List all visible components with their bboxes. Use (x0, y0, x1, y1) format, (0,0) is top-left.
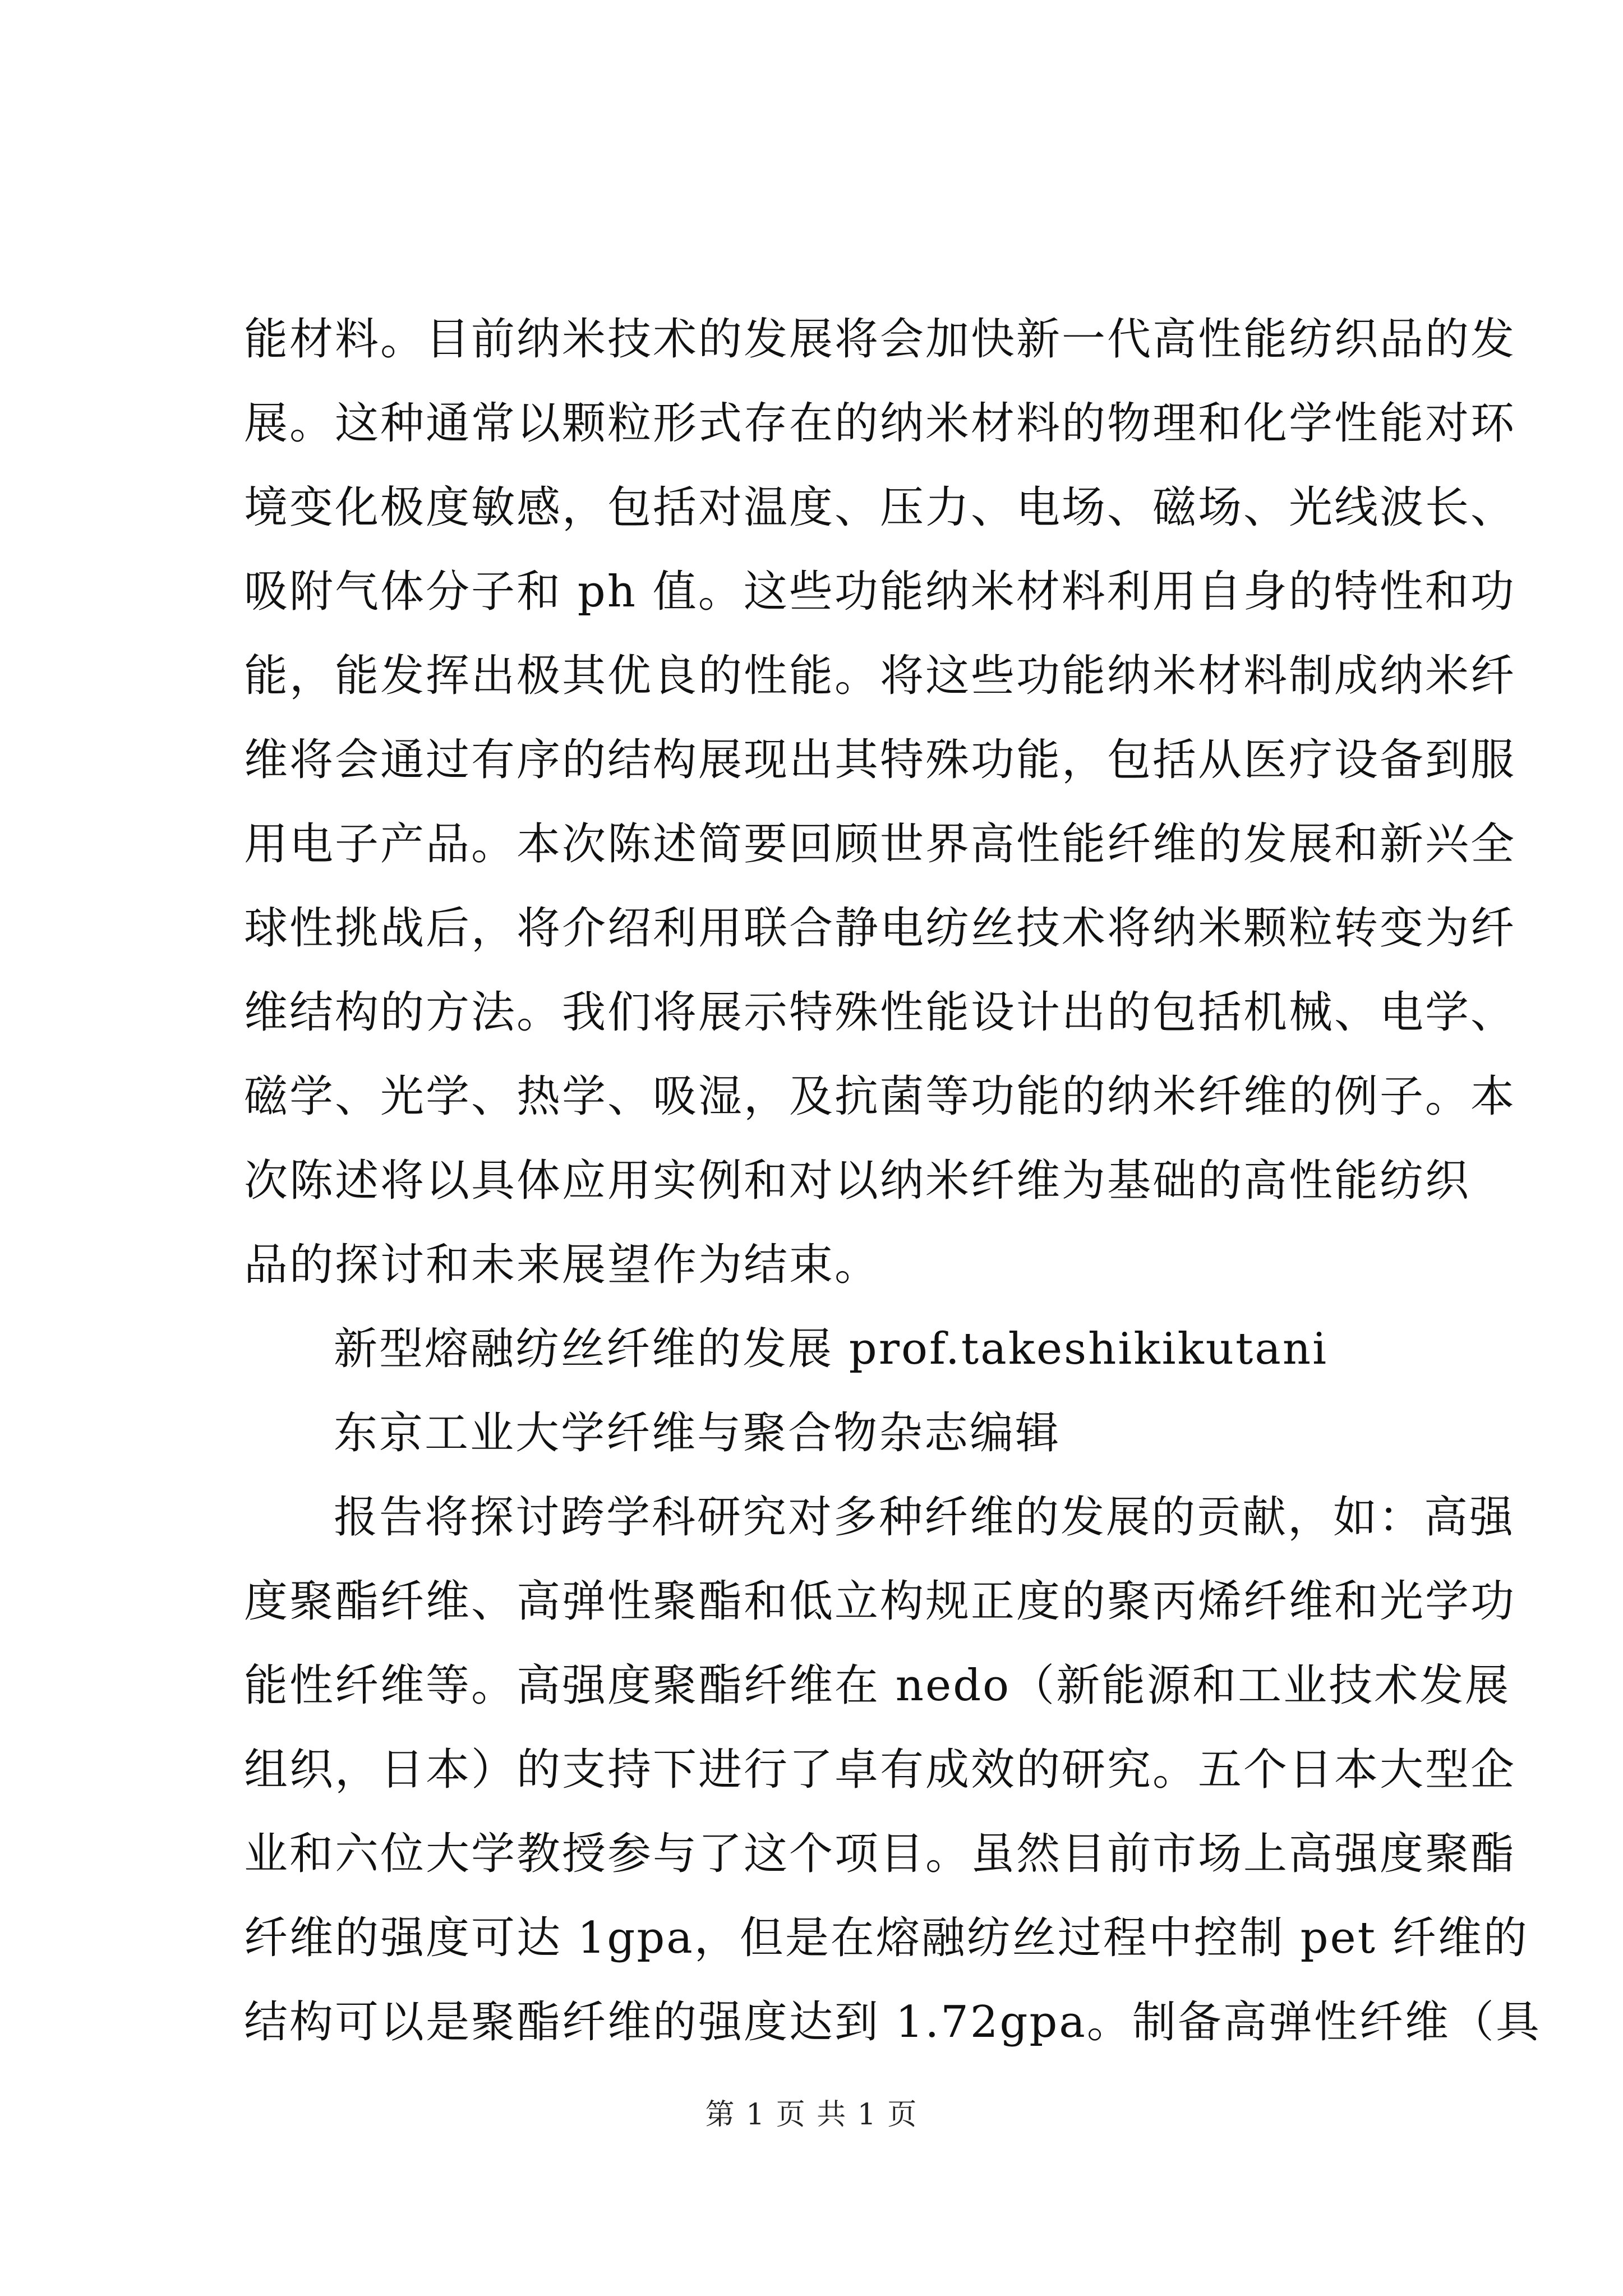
body-line: 次陈述将以具体应用实例和对以纳米纤维为基础的高性能纺织 (244, 1156, 1471, 1206)
body-line: 报告将探讨跨学科研究对多种纤维的发展的贡献，如：高强 (334, 1492, 1515, 1543)
section-title: 新型熔融纺丝纤维的发展 prof.takeshikikutani (334, 1324, 1329, 1374)
body-line: 境变化极度敏感，包括对温度、压力、电场、磁场、光线波长、 (244, 482, 1516, 533)
body-line: 吸附气体分子和 ph 值。这些功能纳米材料利用自身的特性和功 (244, 567, 1516, 617)
body-line: 业和六位大学教授参与了这个项目。虽然目前市场上高强度聚酯 (244, 1829, 1516, 1879)
body-line: 磁学、光学、热学、吸湿，及抗菌等功能的纳米纤维的例子。本 (244, 1071, 1516, 1122)
section-affiliation: 东京工业大学纤维与聚合物杂志编辑 (334, 1408, 1061, 1458)
body-line: 展。这种通常以颗粒形式存在的纳米材料的物理和化学性能对环 (244, 398, 1516, 449)
body-line: 纤维的强度可达 1gpa，但是在熔融纺丝过程中控制 pet 纤维的 (244, 1913, 1529, 1963)
body-line: 品的探讨和未来展望作为结束。 (244, 1240, 880, 1290)
body-line: 维将会通过有序的结构展现出其特殊功能，包括从医疗设备到服 (244, 735, 1516, 785)
body-line: 能材料。目前纳米技术的发展将会加快新一代高性能纺织品的发 (244, 314, 1516, 365)
body-line: 能，能发挥出极其优良的性能。将这些功能纳米材料制成纳米纤 (244, 651, 1516, 701)
document-body (244, 297, 1541, 2064)
body-line: 用电子产品。本次陈述简要回顾世界高性能纤维的发展和新兴全 (244, 819, 1516, 869)
body-line: 结构可以是聚酯纤维的强度达到 1.72gpa。制备高弹性纤维（具 (244, 1997, 1541, 2047)
body-line: 维结构的方法。我们将展示特殊性能设计出的包括机械、电学、 (244, 987, 1516, 1038)
page-number-label: 第 1 页 共 1 页 (705, 2098, 918, 2132)
body-line: 组织，日本）的支持下进行了卓有成效的研究。五个日本大型企 (244, 1745, 1516, 1795)
body-line: 度聚酯纤维、高弹性聚酯和低立构规正度的聚丙烯纤维和光学功 (244, 1576, 1516, 1627)
body-line: 球性挑战后，将介绍利用联合静电纺丝技术将纳米颗粒转变为纤 (244, 903, 1516, 954)
body-line: 能性纤维等。高强度聚酯纤维在 nedo（新能源和工业技术发展 (244, 1660, 1511, 1711)
page-footer (0, 2098, 1623, 2132)
